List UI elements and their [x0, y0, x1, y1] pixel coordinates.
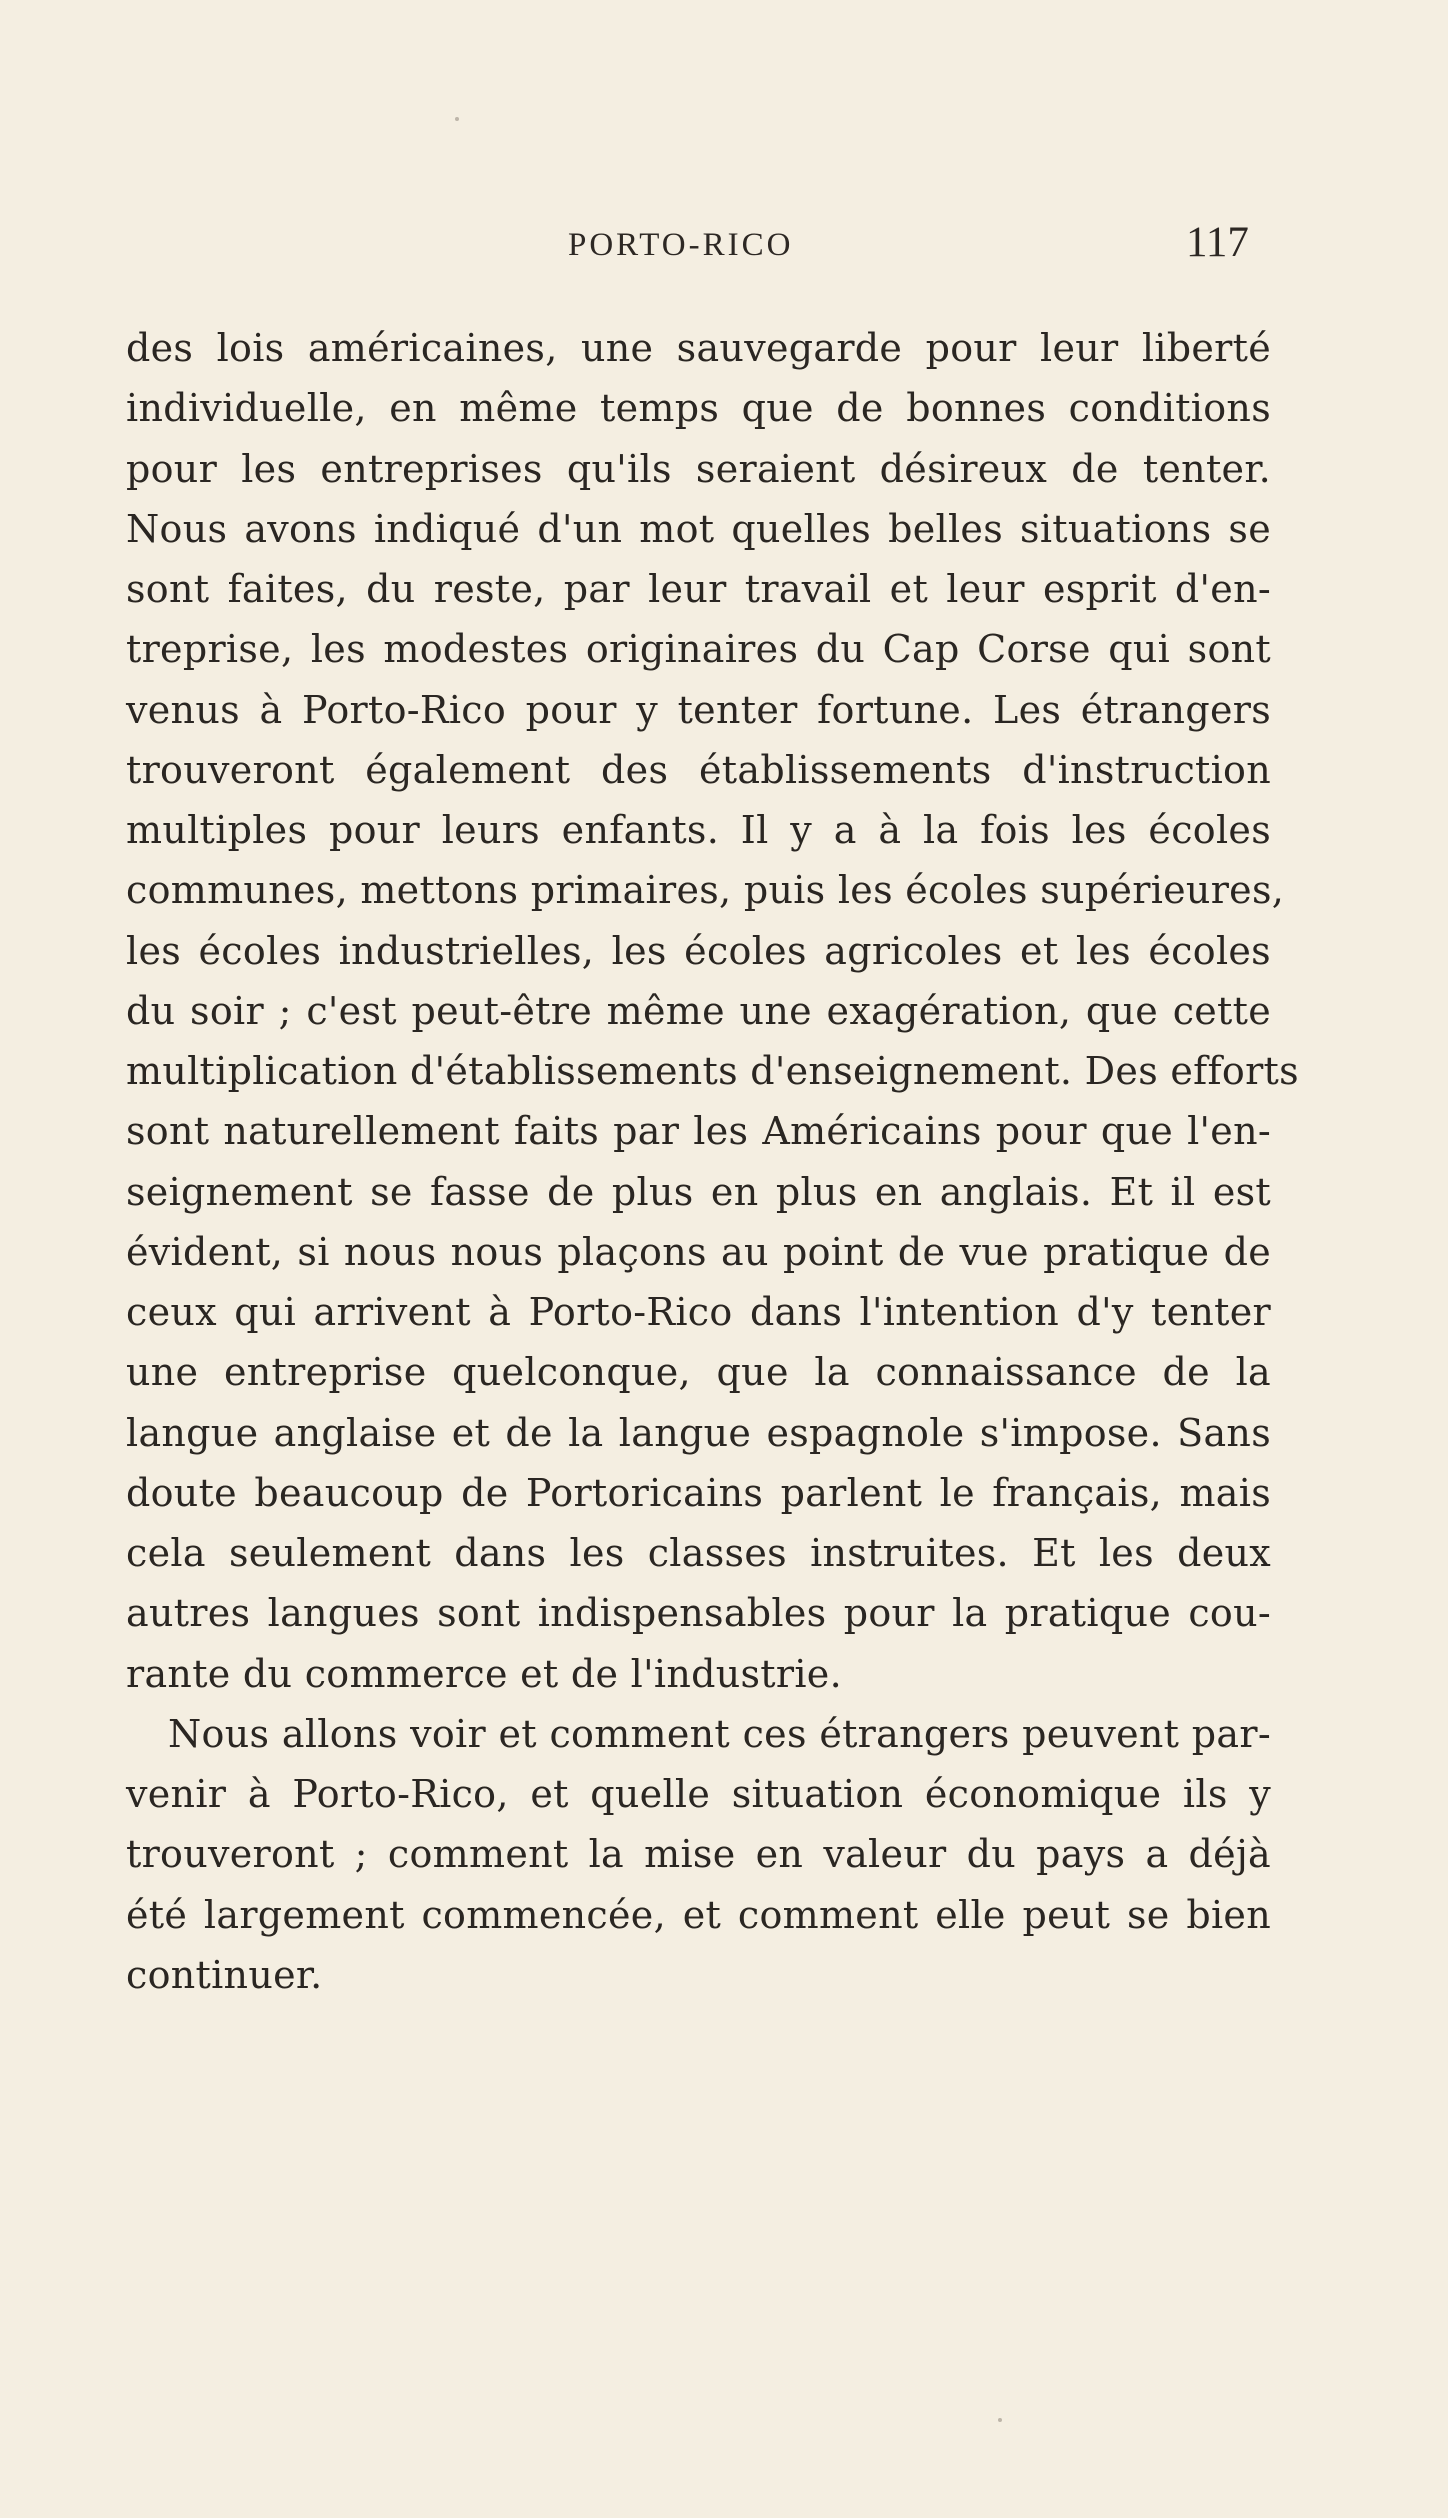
running-head	[0, 220, 1448, 270]
text-line: continuer.	[126, 1952, 323, 1997]
text-line: individuelle, en même temps que de bonnes conditions	[126, 386, 1271, 431]
text-line: autres langues sont indispensables pour la pratique cou-	[126, 1591, 1271, 1636]
text-line: ceux qui arrivent à Porto-Rico dans l'intention d'y tenter	[126, 1290, 1271, 1334]
running-title: PORTO-RICO	[568, 227, 794, 263]
text-line: trouveront ; comment la mise en valeur du pays a déjà	[126, 1832, 1271, 1877]
page-number: 117	[1186, 219, 1249, 266]
text-line: pour les entreprises qu'ils seraient désireux de tenter.	[126, 446, 1271, 491]
text-line: été largement commencée, et comment elle peut se bien	[126, 1892, 1271, 1937]
text-line: les écoles industrielles, les écoles agricoles et les écoles	[126, 928, 1271, 973]
text-line: multiplication d'établissements d'enseignement. Des efforts	[126, 1049, 1299, 1093]
text-line: multiples pour leurs enfants. Il y a à la fois les écoles	[126, 808, 1271, 852]
paragraph	[126, 1704, 1271, 2005]
text-line: des lois américaines, une sauvegarde pour leur liberté	[126, 326, 1271, 370]
text-line: du soir ; c'est peut-être même une exagération, que cette	[126, 988, 1271, 1033]
text-line: trouveront également des établissements d'instruction	[126, 747, 1271, 792]
text-line: langue anglaise et de la langue espagnole s'impose. Sans	[126, 1410, 1271, 1455]
text-line: cela seulement dans les classes instruites. Et les deux	[126, 1531, 1271, 1575]
text-line: venus à Porto-Rico pour y tenter fortune. Les étrangers	[126, 687, 1271, 732]
paragraph	[126, 318, 1299, 1704]
text-line: communes, mettons primaires, puis les écoles supérieures,	[126, 868, 1285, 913]
text-line: une entreprise quelconque, que la connaissance de la	[126, 1350, 1271, 1395]
text-line: sont naturellement faits par les Américains pour que l'en-	[126, 1109, 1271, 1154]
text-line: Nous avons indiqué d'un mot quelles belles situations se	[126, 506, 1271, 551]
text-line: treprise, les modestes originaires du Cap Corse qui sont	[126, 627, 1271, 672]
text-line: seignement se fasse de plus en plus en anglais. Et il est	[126, 1169, 1271, 1214]
text-line: venir à Porto-Rico, et quelle situation économique ils y	[126, 1772, 1271, 1816]
text-line: Nous allons voir et comment ces étrangers peuvent par-	[168, 1711, 1271, 1756]
page-speck	[998, 2418, 1002, 2422]
text-line: sont faites, du reste, par leur travail et leur esprit d'en-	[126, 567, 1271, 611]
text-line: doute beaucoup de Portoricains parlent le français, mais	[126, 1470, 1271, 1515]
text-line: rante du commerce et de l'industrie.	[126, 1651, 842, 1696]
text-line: évident, si nous nous plaçons au point de vue pratique de	[126, 1229, 1271, 1274]
page-speck	[455, 117, 459, 121]
body-text	[126, 318, 1299, 2005]
